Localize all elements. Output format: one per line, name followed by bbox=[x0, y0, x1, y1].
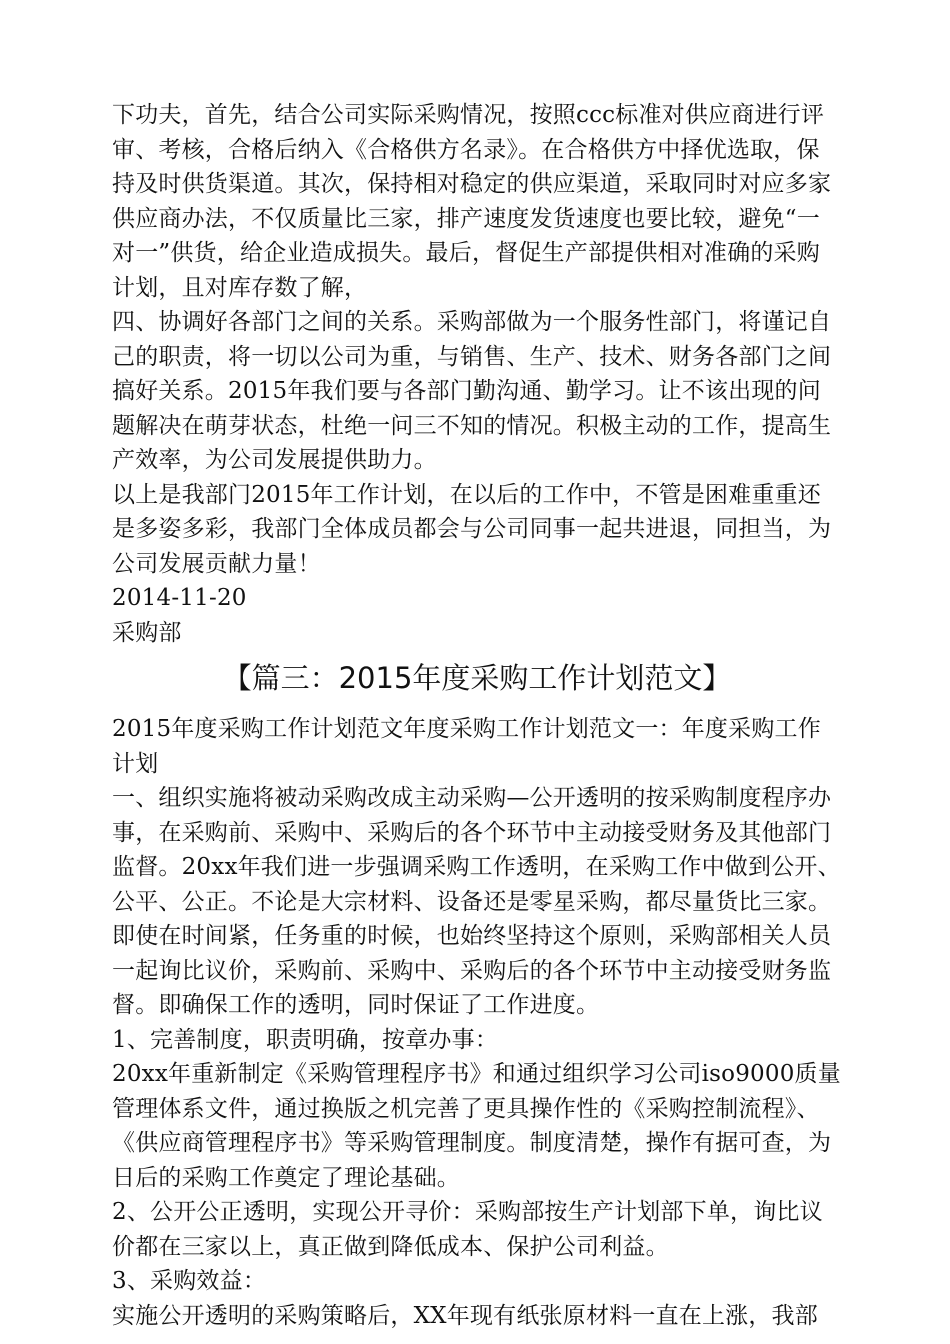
text-line: 持及时供货渠道。其次，保持相对稳定的供应渠道，采取同时对应多家 bbox=[112, 171, 832, 197]
text-line: 20xx年重新制定《采购管理程序书》和通过组织学习公司iso9000质量 bbox=[112, 1061, 841, 1087]
text-line: 供应商办法，不仅质量比三家，排产速度发货速度也要比较，避免“一 bbox=[112, 205, 820, 232]
text-line: 2、公开公正透明，实现公开寻价：采购部按生产计划部下单，询比议 bbox=[112, 1199, 823, 1225]
section-heading: 【篇三：2015年度采购工作计划范文】 bbox=[222, 661, 732, 695]
document-page bbox=[112, 98, 842, 1333]
text-line: 公平、公正。不论是大宗材料、设备还是零星采购，都尽量货比三家。 bbox=[112, 888, 832, 915]
signature-line: 采购部 bbox=[112, 619, 182, 646]
text-line: 事，在采购前、采购中、采购后的各个环节中主动接受财务及其他部门 bbox=[112, 819, 832, 846]
text-line: 搞好关系。2015年我们要与各部门勤沟通、勤学习。让不该出现的问 bbox=[112, 378, 821, 404]
text-line: 一、组织实施将被动采购改成主动采购—公开透明的按采购制度程序办 bbox=[112, 785, 832, 811]
text-line: 实施公开透明的采购策略后，XX年现有纸张原材料一直在上涨，我部 bbox=[112, 1302, 818, 1329]
text-line: 己的职责，将一切以公司为重，与销售、生产、技术、财务各部门之间 bbox=[112, 343, 832, 370]
text-line: 计划，且对库存数了解， bbox=[112, 274, 368, 301]
text-line: 审、考核，合格后纳入《合格供方名录》。在合格供方中择优选取，保 bbox=[112, 136, 820, 163]
text-line: 是多姿多彩，我部门全体成员都会与公司同事一起共进退，同担当，为 bbox=[112, 516, 832, 542]
text-line: 四、协调好各部门之间的关系。采购部做为一个服务性部门，将谨记自 bbox=[112, 309, 832, 335]
text-line: 价都在三家以上，真正做到降低成本、保护公司利益。 bbox=[112, 1233, 669, 1260]
section-after bbox=[112, 712, 842, 1333]
text-line: 公司发展贡献力量！ bbox=[112, 550, 321, 577]
text-line: 一起询比议价，采购前、采购中、采购后的各个环节中主动接受财务监 bbox=[112, 957, 832, 984]
text-line: 对一”供货，给企业造成损失。最后，督促生产部提供相对准确的采购 bbox=[112, 240, 820, 266]
text-line: 以上是我部门2015年工作计划，在以后的工作中，不管是困难重重还 bbox=[112, 481, 821, 508]
text-line: 1、完善制度，职责明确，按章办事： bbox=[112, 1026, 499, 1053]
text-line: 题解决在萌芽状态，杜绝一问三不知的情况。积极主动的工作，提高生 bbox=[112, 412, 832, 439]
text-line: 督。即确保工作的透明，同时保证了工作进度。 bbox=[112, 992, 600, 1018]
text-line: 日后的采购工作奠定了理论基础。 bbox=[112, 1164, 460, 1191]
date-line: 2014-11-20 bbox=[112, 585, 247, 611]
text-line: 计划 bbox=[112, 750, 159, 777]
text-line: 下功夫，首先，结合公司实际采购情况，按照ccc标准对供应商进行评 bbox=[112, 102, 825, 128]
text-line: 即使在时间紧，任务重的时候，也始终坚持这个原则，采购部相关人员 bbox=[112, 923, 832, 949]
text-line: 管理体系文件，通过换版之机完善了更具操作性的《采购控制流程》、 bbox=[112, 1095, 820, 1122]
text-line: 3、采购效益： bbox=[112, 1268, 267, 1294]
section-before bbox=[112, 98, 842, 650]
text-line: 监督。20xx年我们进一步强调采购工作透明，在采购工作中做到公开、 bbox=[112, 854, 841, 880]
text-line: 2015年度采购工作计划范文年度采购工作计划范文一：年度采购工作 bbox=[112, 716, 821, 742]
text-line: 产效率，为公司发展提供助力。 bbox=[112, 447, 437, 473]
text-line: 《供应商管理程序书》等采购管理制度。制度清楚，操作有据可查，为 bbox=[112, 1130, 832, 1156]
